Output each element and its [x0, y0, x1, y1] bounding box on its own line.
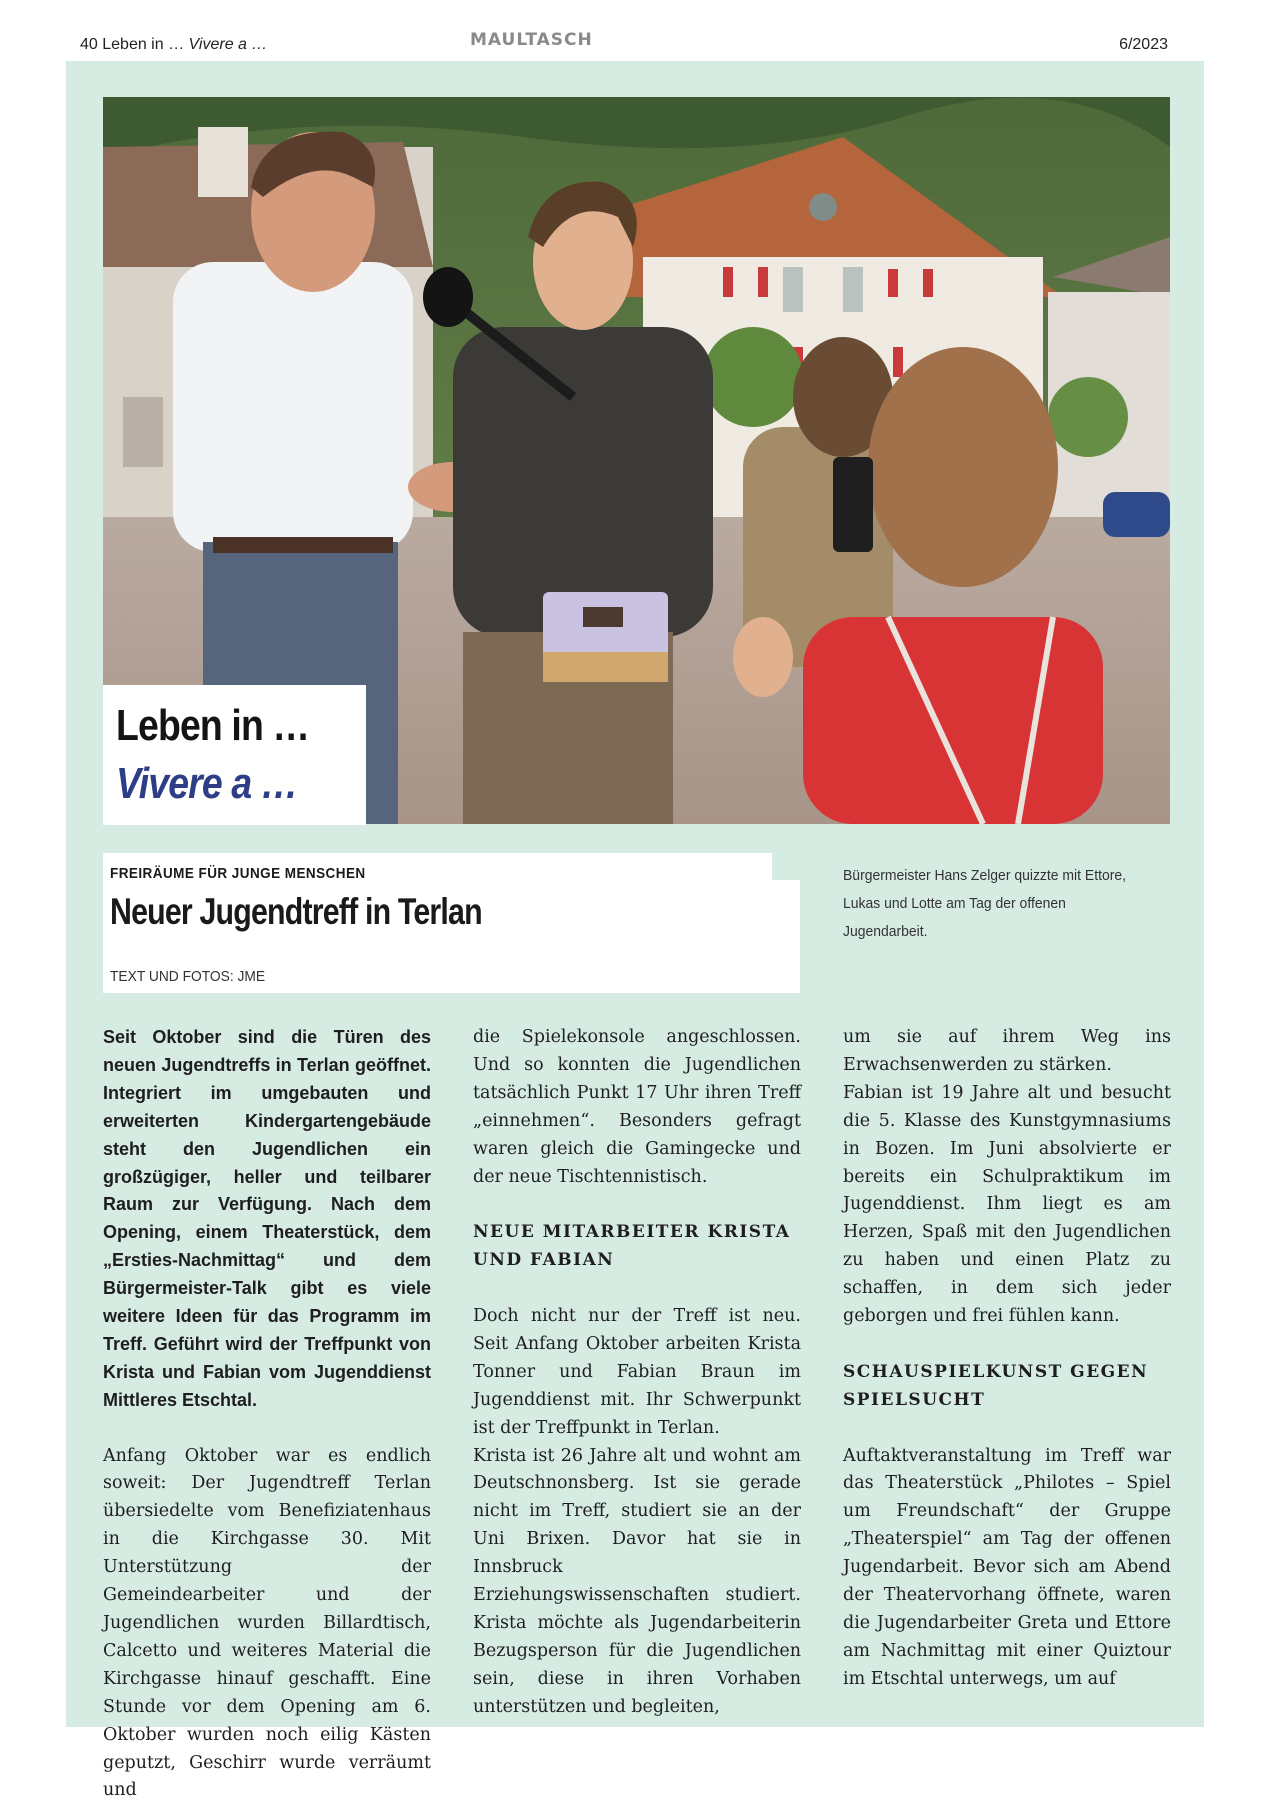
article-paragraph: Anfang Oktober war es endlich soweit: Der Jugendtreff Terlan übersiedelte vom Benefiziatenhaus in die Kirchgasse 30. Mit Unterstützung der Gemeindearbeiter und der Jugendlichen wurden Billardtisch, Calcetto und weiteres Material die Kirchgasse hinauf geschafft. Eine Stunde vor dem Opening am 6. Oktober wurden noch eilig Kästen geputzt, Geschirr wurde verräumt und [103, 1445, 431, 1801]
section-label-german: Leben in … [116, 701, 310, 750]
article-subheading: SCHAUSPIELKUNST GEGEN SPIELSUCHT [843, 1361, 1149, 1410]
issue-number: 6/2023 [1119, 36, 1168, 53]
photo-caption: Bürgermeister Hans Zelger quizzte mit Ettore, Lukas und Lotte am Tag der offenen Jugendarbeit. [843, 867, 1126, 940]
article-paragraph: um sie auf ihrem Weg ins Erwachsenwerden zu stärken. [843, 1027, 1171, 1075]
page-section-label: 40 Leben in … [80, 36, 185, 53]
magazine-title: MAULTASCH [470, 30, 593, 50]
article-paragraph: Doch nicht nur der Treff ist neu. Seit Anfang Oktober arbeiten Krista Tonner und Fabian Braun im Jugenddienst mit. Ihr Schwerpunkt ist der Treffpunkt in Terlan. [473, 1306, 801, 1438]
article-subheading: NEUE MITARBEITER KRISTA UND FABIAN [473, 1222, 791, 1271]
headline-box-notch [772, 853, 800, 880]
page-section [80, 36, 267, 54]
section-label-italian: Vivere a … [116, 759, 298, 808]
page-section-italic: Vivere a … [188, 36, 268, 53]
article-credit: TEXT UND FOTOS: JME [110, 968, 266, 985]
running-header [80, 30, 1168, 60]
article-column-2 [473, 1024, 801, 1722]
section-label-box [103, 685, 366, 825]
article-kicker: FREIRÄUME FÜR JUNGE MENSCHEN [110, 865, 366, 882]
article-paragraph: Krista ist 26 Jahre alt und wohnt am Deutschnonsberg. Ist sie gerade nicht im Treff, studiert sie an der Uni Brixen. Davor hat sie in Innsbruck Erziehungswissenschaften studiert. Krista möchte als Jugendarbeiterin Bezugsperson für die Jugendlichen sein, diese in ihren Vorhaben unterstützen und begleiten, [473, 1445, 801, 1717]
article-lead: Seit Oktober sind die Türen des neuen Jugendtreffs in Terlan geöffnet. Integriert im umgebauten und erweiterten Kindergartengebäude steht den Jugendlichen ein großzügiger, heller und teilbarer Raum zur Verfügung. Nach dem Opening, einem Theaterstück, dem „Ersties-Nachmittag“ und dem Bürgermeister-Talk gibt es viele weitere Ideen für das Programm im Treff. Geführt wird der Treffpunkt von Krista und Fabian vom Jugenddienst Mittleres Etschtal. [103, 1027, 431, 1410]
article-paragraph: Fabian ist 19 Jahre alt und besucht die 5. Klasse des Kunstgymnasiums in Bozen. Im Juni absolvierte er bereits ein Schulpraktikum im Jugenddienst. Ihm liegt es am Herzen, Spaß mit den Jugendlichen zu haben und einen Platz zu schaffen, in dem sich jeder geborgen und frei fühlen kann. [843, 1082, 1171, 1327]
headline-box [103, 853, 800, 993]
article-column-3 [843, 1024, 1171, 1694]
article-headline: Neuer Jugendtreff in Terlan [110, 891, 482, 932]
article-column-1 [103, 1024, 431, 1805]
article-paragraph: Auftaktveranstaltung im Treff war das Theaterstück „Philotes – Spiel um Freundschaft“ der Gruppe „Theaterspiel“ am Tag der offenen Jugendarbeit. Bevor sich am Abend der Theatervorhang öffnete, waren die Jugendarbeiter Greta und Ettore am Nachmittag mit einer Quiztour im Etschtal unterwegs, um auf [843, 1445, 1171, 1689]
article-paragraph: die Spielekonsole angeschlossen. Und so konnten die Jugendlichen tatsächlich Punkt 17 Uhr ihren Treff „einnehmen“. Besonders gefragt waren gleich die Gamingecke und der neue Tischtennistisch. [473, 1027, 801, 1187]
